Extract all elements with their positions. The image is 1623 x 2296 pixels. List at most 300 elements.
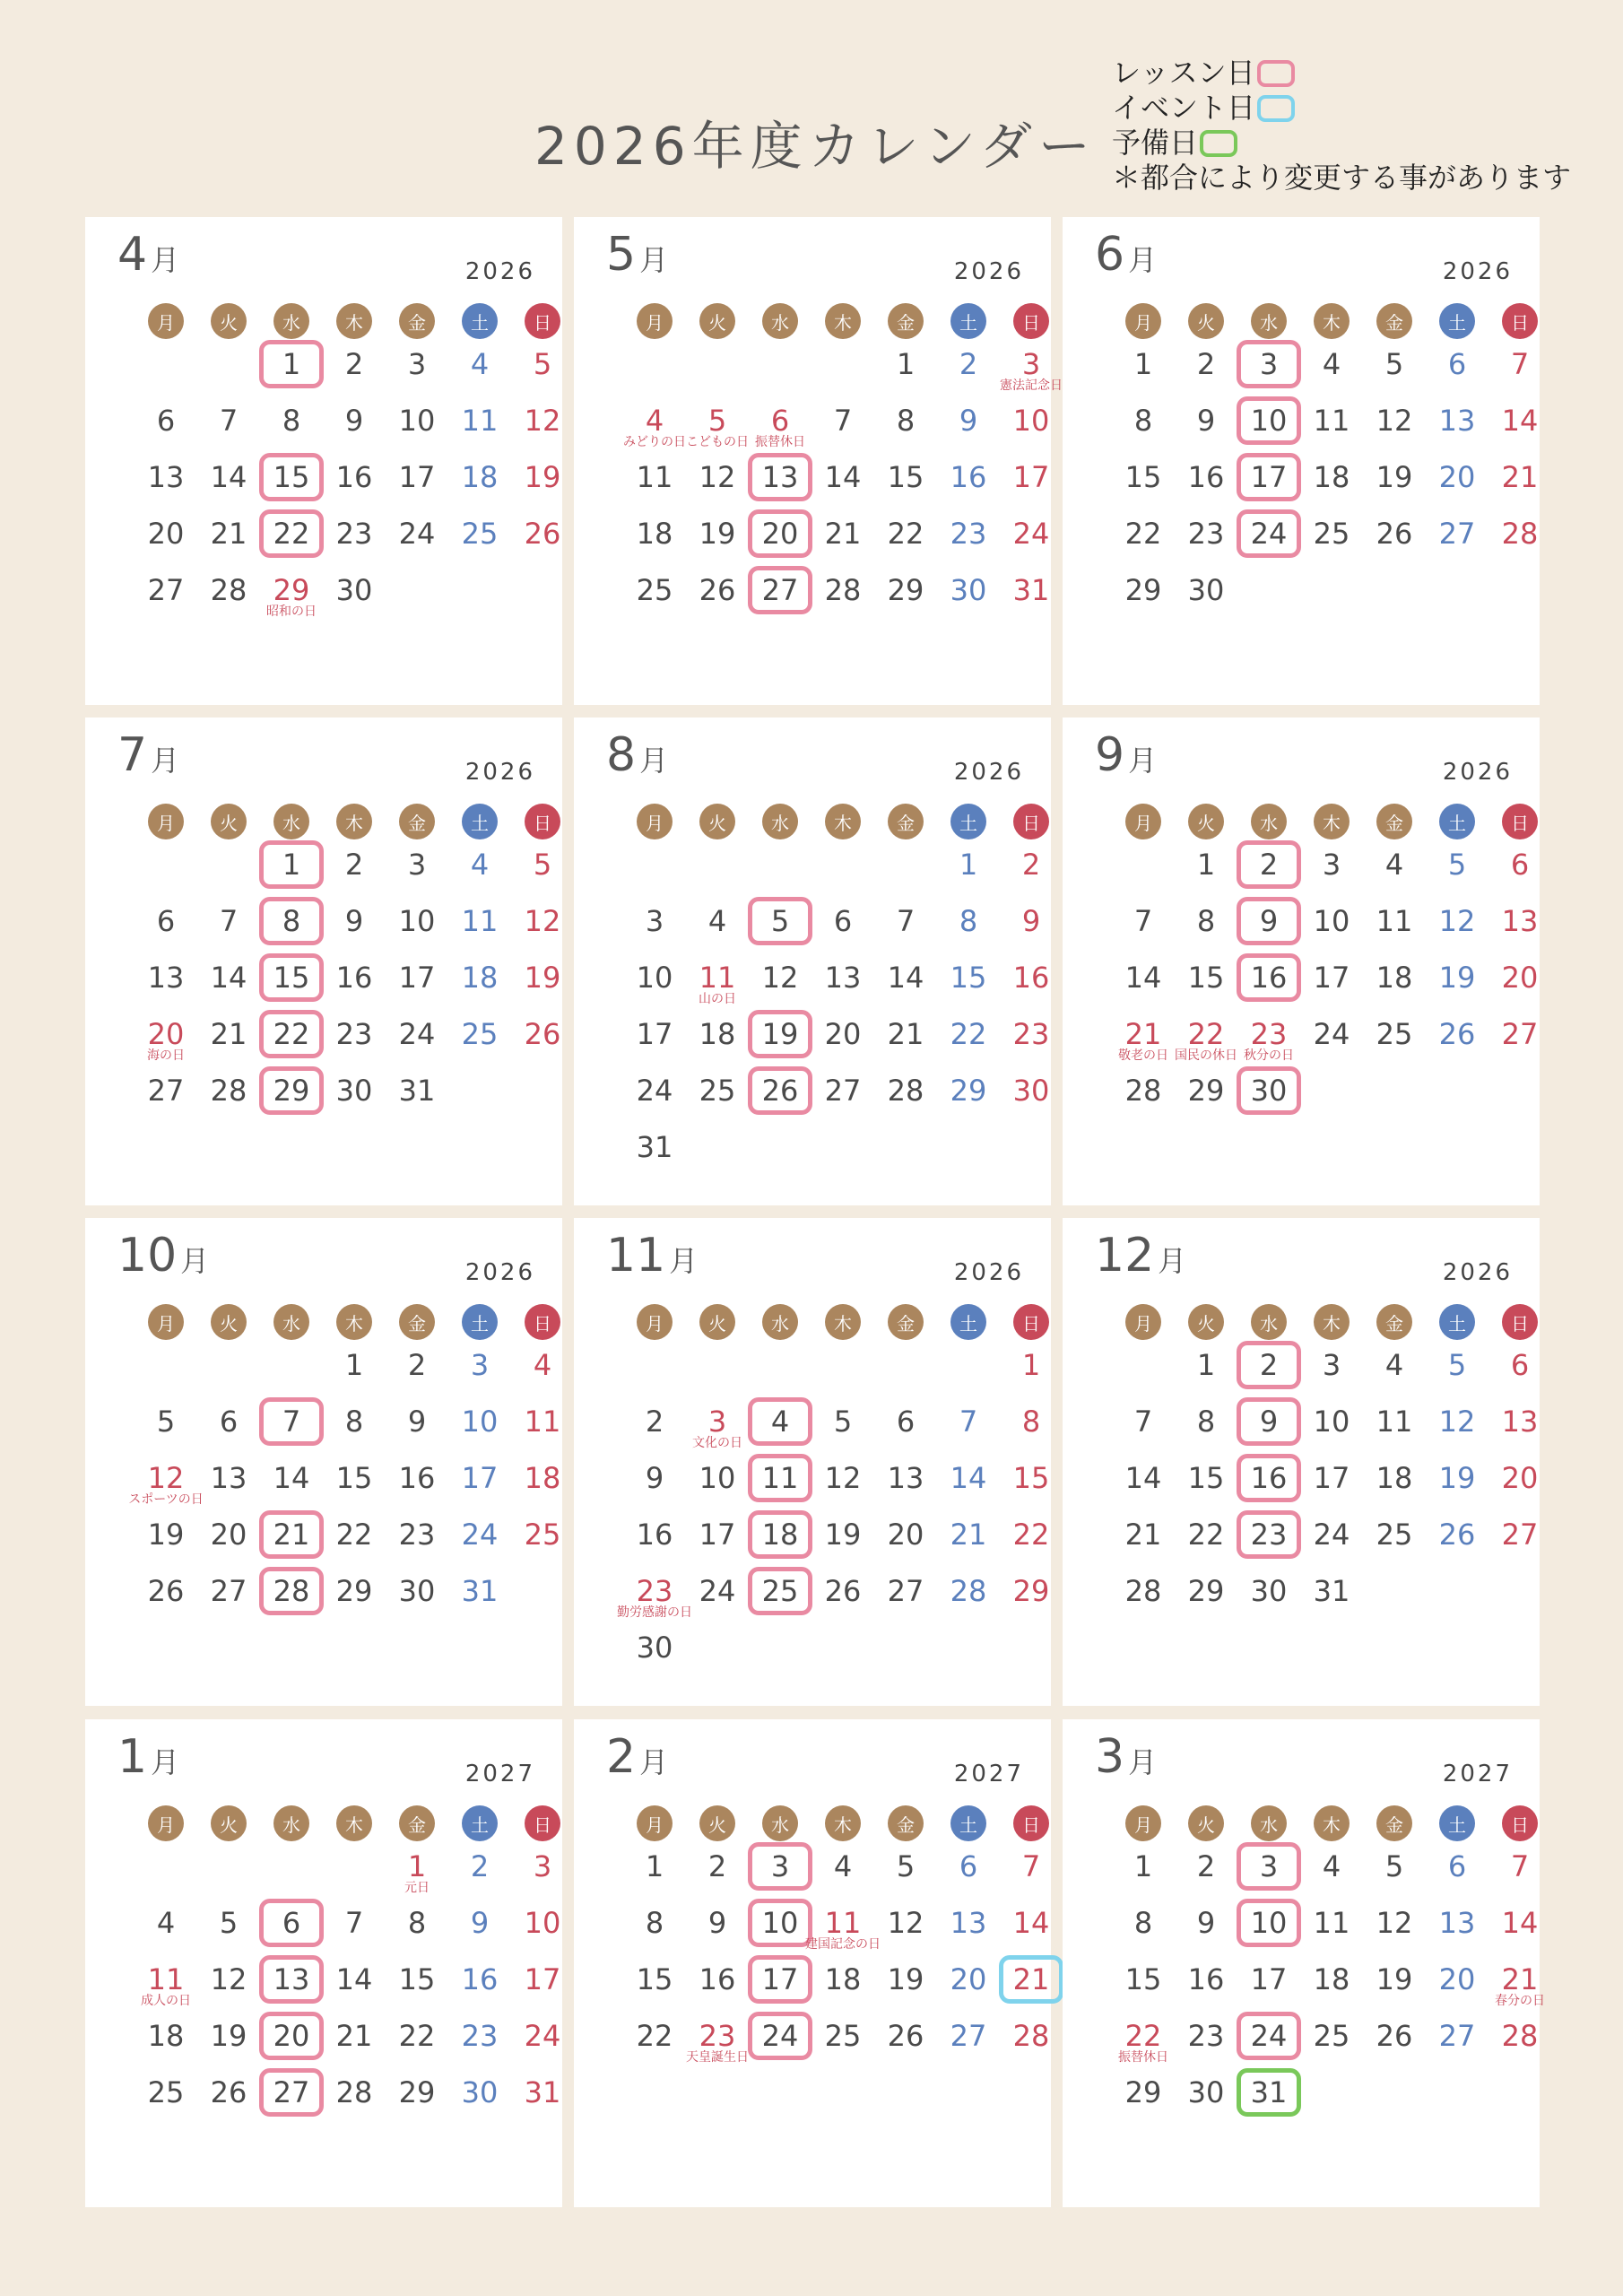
weekday-badge: 金 [399,303,435,339]
day-cell: 13 [147,460,185,494]
month-unit: 月 [1158,1244,1187,1278]
day-cell: 3 [470,1348,490,1382]
holiday-label: 元日 [404,1881,430,1895]
day-cell: 4 [770,1405,790,1439]
month-unit: 月 [639,1745,669,1779]
lesson-marker [259,1010,324,1058]
day-cell: 1 [1196,1348,1216,1382]
weekday-badge: 日 [1013,1304,1049,1340]
weekday-badge: 火 [211,1805,247,1841]
day-cell: 2 [1259,848,1279,882]
day-cell: 14 [950,1461,987,1495]
day-cell: 29 [1124,573,1162,607]
day-cell: 25 [1313,517,1350,551]
day-cell: 19 [210,2019,247,2053]
holiday-label: スポーツの日 [128,1492,204,1507]
month-card-3 [1063,1719,1545,2207]
day-cell: 16 [1187,1962,1225,1996]
day-cell: 23 [335,1017,373,1051]
day-cell: 23 [1250,1017,1288,1051]
day-cell: 24 [1250,517,1288,551]
lesson-marker [259,1955,324,2004]
legend-reserve-label: 予備日 [1112,126,1199,160]
day-cell: 8 [645,1906,664,1940]
day-cell: 25 [636,573,673,607]
day-cell: 2 [959,347,978,381]
month-unit: 月 [151,243,180,277]
day-cell: 8 [282,904,301,938]
day-cell: 2 [707,1849,727,1883]
day-cell: 1 [645,1849,664,1883]
month-unit: 月 [151,744,180,778]
day-cell: 11 [147,1962,185,1996]
lesson-marker [259,953,324,1002]
day-cell: 31 [524,2075,561,2109]
day-cell: 4 [1384,1348,1404,1382]
day-cell: 10 [1313,1405,1350,1439]
day-cell: 6 [1447,347,1467,381]
day-cell: 14 [335,1962,373,1996]
weekday-badge: 金 [1376,303,1412,339]
day-cell: 1 [282,848,301,882]
month-number: 2 [606,1730,637,1784]
day-cell: 15 [1012,1461,1050,1495]
lesson-marker [1237,1510,1301,1559]
day-cell: 26 [147,1574,185,1608]
weekday-badge: 火 [1188,1805,1224,1841]
legend-lesson [1112,56,1571,91]
day-cell: 25 [1313,2019,1350,2053]
day-cell: 17 [761,1962,799,1996]
day-cell: 15 [1187,961,1225,995]
day-cell: 28 [1012,2019,1050,2053]
day-cell: 16 [398,1461,436,1495]
lesson-marker [748,509,812,558]
legend [1112,56,1571,196]
legend-event [1112,91,1571,126]
day-cell: 29 [1124,2075,1162,2109]
day-cell: 13 [147,961,185,995]
weekday-badge: 水 [762,1304,798,1340]
day-cell: 11 [461,904,499,938]
day-cell: 7 [219,904,239,938]
day-cell: 27 [1501,1017,1539,1051]
legend-event-swatch [1257,95,1295,122]
month-unit: 月 [180,1244,210,1278]
month-card-7 [85,718,562,1205]
weekday-badge: 日 [525,303,560,339]
day-cell: 13 [1501,1405,1539,1439]
lesson-marker [1237,1397,1301,1446]
month-heading [606,1730,668,1784]
weekday-badge: 火 [1188,303,1224,339]
day-cell: 5 [533,347,552,381]
day-cell: 28 [1124,1574,1162,1608]
day-cell: 29 [950,1074,987,1108]
day-cell: 17 [398,460,436,494]
day-cell: 22 [1124,2019,1162,2053]
day-cell: 22 [950,1017,987,1051]
day-cell: 13 [1438,404,1476,438]
day-cell: 9 [1259,904,1279,938]
weekday-badge: 土 [950,303,986,339]
month-year: 2026 [953,258,1024,285]
month-heading [1095,1229,1186,1283]
day-cell: 28 [1501,2019,1539,2053]
day-cell: 25 [761,1574,799,1608]
weekday-badge: 土 [462,1805,498,1841]
day-cell: 22 [335,1518,373,1552]
weekday-badge: 月 [1125,1805,1161,1841]
lesson-marker [748,1010,812,1058]
day-cell: 20 [1438,1962,1476,1996]
month-unit: 月 [1128,1745,1158,1779]
day-cell: 30 [335,1074,373,1108]
day-cell: 20 [887,1518,924,1552]
month-card-4 [85,217,562,705]
legend-event-label: イベント日 [1112,91,1256,125]
weekday-badge: 月 [637,804,673,839]
month-heading [606,728,668,782]
weekday-badge: 木 [336,804,372,839]
day-cell: 27 [1438,2019,1476,2053]
day-cell: 14 [1012,1906,1050,1940]
page-title: 2026年度カレンダー [534,116,1097,177]
day-cell: 13 [273,1962,310,1996]
month-number: 4 [117,228,148,282]
day-cell: 27 [950,2019,987,2053]
day-cell: 10 [761,1906,799,1940]
day-cell: 23 [1012,1017,1050,1051]
weekday-badge: 土 [950,1805,986,1841]
day-cell: 5 [219,1906,239,1940]
weekday-badge: 土 [462,804,498,839]
month-unit: 月 [639,243,669,277]
weekday-badge: 土 [1439,303,1475,339]
weekday-badge: 火 [1188,1304,1224,1340]
day-cell: 12 [147,1461,185,1495]
day-cell: 31 [1313,1574,1350,1608]
legend-reserve-swatch [1200,130,1237,157]
holiday-label: 海の日 [147,1048,185,1063]
day-cell: 26 [761,1074,799,1108]
day-cell: 8 [896,404,916,438]
day-cell: 26 [824,1574,862,1608]
day-cell: 10 [398,404,436,438]
month-year: 2027 [1442,1761,1513,1787]
day-cell: 1 [1021,1348,1041,1382]
day-cell: 1 [282,347,301,381]
day-cell: 24 [398,1017,436,1051]
day-cell: 19 [1376,1962,1413,1996]
day-cell: 26 [524,517,561,551]
day-cell: 11 [1313,1906,1350,1940]
day-cell: 24 [1313,1017,1350,1051]
holiday-label: 春分の日 [1495,1994,1545,2008]
day-cell: 4 [470,848,490,882]
month-heading [117,728,179,782]
legend-note: ＊都合により変更する事があります [1112,161,1572,195]
lesson-marker [748,2012,812,2060]
day-cell: 8 [1133,1906,1153,1940]
weekday-badge: 水 [1251,1304,1287,1340]
day-cell: 16 [1012,961,1050,995]
day-cell: 4 [1384,848,1404,882]
month-year: 2026 [1442,258,1513,285]
day-cell: 18 [699,1017,736,1051]
lesson-marker [259,2068,324,2117]
day-cell: 29 [335,1574,373,1608]
month-unit: 月 [1128,744,1158,778]
day-cell: 23 [699,2019,736,2053]
legend-lesson-label: レッスン日 [1112,56,1255,90]
lesson-marker [1237,396,1301,445]
lesson-marker [259,1899,324,1947]
day-cell: 20 [273,2019,310,2053]
day-cell: 17 [699,1518,736,1552]
day-cell: 9 [1259,1405,1279,1439]
day-cell: 28 [1501,517,1539,551]
day-cell: 12 [1376,404,1413,438]
weekday-badge: 日 [1502,804,1538,839]
day-cell: 23 [461,2019,499,2053]
day-cell: 9 [470,1906,490,1940]
day-cell: 19 [147,1518,185,1552]
day-cell: 15 [1124,460,1162,494]
day-cell: 9 [1196,404,1216,438]
day-cell: 25 [147,2075,185,2109]
month-heading [606,228,668,282]
lesson-marker [1237,1899,1301,1947]
month-heading [117,1229,209,1283]
day-cell: 12 [887,1906,924,1940]
month-year: 2027 [464,1761,535,1787]
holiday-label: 昭和の日 [266,604,317,619]
day-cell: 16 [1250,1461,1288,1495]
lesson-marker [1237,509,1301,558]
weekday-badge: 水 [762,1805,798,1841]
day-cell: 30 [636,1631,673,1665]
day-cell: 15 [273,460,310,494]
day-cell: 23 [1250,1518,1288,1552]
weekday-badge: 日 [1502,1304,1538,1340]
day-cell: 3 [407,848,427,882]
day-cell: 20 [1501,961,1539,995]
day-cell: 17 [1313,1461,1350,1495]
day-cell: 26 [1438,1017,1476,1051]
weekday-badge: 火 [699,1805,735,1841]
weekday-badge: 月 [1125,1304,1161,1340]
day-cell: 19 [824,1518,862,1552]
weekday-badge: 金 [1376,804,1412,839]
day-cell: 1 [959,848,978,882]
day-cell: 26 [210,2075,247,2109]
day-cell: 23 [950,517,987,551]
month-year: 2026 [1442,1259,1513,1286]
day-cell: 16 [636,1518,673,1552]
day-cell: 10 [1250,1906,1288,1940]
day-cell: 22 [1012,1518,1050,1552]
day-cell: 13 [824,961,862,995]
month-unit: 月 [669,1244,699,1278]
month-card-5 [574,217,1063,705]
lesson-marker [1237,340,1301,388]
day-cell: 17 [636,1017,673,1051]
day-cell: 12 [210,1962,247,1996]
day-cell: 15 [1187,1461,1225,1495]
day-cell: 28 [210,1074,247,1108]
day-cell: 19 [1438,961,1476,995]
day-cell: 30 [950,573,987,607]
weekday-badge: 木 [825,804,861,839]
day-cell: 18 [1376,961,1413,995]
day-cell: 21 [950,1518,987,1552]
day-cell: 6 [282,1906,301,1940]
day-cell: 9 [707,1906,727,1940]
month-unit: 月 [639,744,669,778]
day-cell: 19 [1438,1461,1476,1495]
day-cell: 25 [461,1017,499,1051]
day-cell: 26 [1376,517,1413,551]
day-cell: 19 [524,961,561,995]
day-cell: 17 [524,1962,561,1996]
holiday-label: 振替休日 [1118,2050,1168,2065]
month-year: 2026 [464,1259,535,1286]
day-cell: 16 [950,460,987,494]
day-cell: 11 [636,460,673,494]
day-cell: 4 [1322,1849,1341,1883]
holiday-label: 振替休日 [755,435,805,449]
lesson-marker [748,1510,812,1559]
weekday-badge: 水 [273,303,309,339]
month-number: 11 [606,1229,666,1283]
day-cell: 6 [156,904,176,938]
day-cell: 27 [147,1074,185,1108]
day-cell: 16 [1187,460,1225,494]
weekday-badge: 月 [637,1805,673,1841]
day-cell: 25 [699,1074,736,1108]
day-cell: 6 [156,404,176,438]
day-cell: 17 [1012,460,1050,494]
weekday-badge: 金 [888,1304,924,1340]
weekday-badge: 金 [888,1805,924,1841]
day-cell: 21 [1124,1017,1162,1051]
day-cell: 14 [1501,1906,1539,1940]
month-card-11 [574,1218,1051,1706]
weekday-badge: 木 [1314,1304,1350,1340]
weekday-badge: 火 [211,804,247,839]
day-cell: 7 [1510,1849,1530,1883]
weekday-badge: 日 [525,1304,560,1340]
weekday-badge: 金 [399,1805,435,1841]
day-cell: 26 [887,2019,924,2053]
lesson-marker [1237,1454,1301,1502]
day-cell: 30 [398,1574,436,1608]
day-cell: 1 [1133,347,1153,381]
day-cell: 18 [1376,1461,1413,1495]
day-cell: 18 [1313,1962,1350,1996]
day-cell: 6 [959,1849,978,1883]
day-cell: 21 [1124,1518,1162,1552]
day-cell: 8 [1196,1405,1216,1439]
day-cell: 21 [887,1017,924,1051]
month-card-6 [1063,217,1540,705]
lesson-marker [259,897,324,945]
lesson-marker [259,1066,324,1115]
weekday-badge: 月 [148,303,184,339]
day-cell: 30 [1187,573,1225,607]
day-cell: 14 [1124,961,1162,995]
weekday-badge: 土 [1439,804,1475,839]
day-cell: 31 [398,1074,436,1108]
day-cell: 27 [1438,517,1476,551]
day-cell: 5 [156,1405,176,1439]
day-cell: 28 [1124,1074,1162,1108]
month-year: 2026 [464,258,535,285]
weekday-badge: 土 [1439,1805,1475,1841]
month-heading [1095,1730,1157,1784]
day-cell: 10 [461,1405,499,1439]
day-cell: 12 [761,961,799,995]
day-cell: 19 [699,517,736,551]
day-cell: 11 [461,404,499,438]
day-cell: 18 [1313,460,1350,494]
lesson-marker [748,1066,812,1115]
day-cell: 17 [461,1461,499,1495]
day-cell: 3 [707,1405,727,1439]
lesson-marker [259,1397,324,1446]
day-cell: 29 [1187,1574,1225,1608]
day-cell: 7 [344,1906,364,1940]
day-cell: 22 [398,2019,436,2053]
day-cell: 27 [761,573,799,607]
day-cell: 2 [1259,1348,1279,1382]
day-cell: 3 [533,1849,552,1883]
day-cell: 11 [524,1405,561,1439]
weekday-badge: 日 [525,1805,560,1841]
day-cell: 13 [1501,904,1539,938]
month-number: 1 [117,1730,148,1784]
day-cell: 27 [887,1574,924,1608]
day-cell: 19 [761,1017,799,1051]
day-cell: 11 [1376,1405,1413,1439]
day-cell: 27 [273,2075,310,2109]
day-cell: 31 [1250,2075,1288,2109]
day-cell: 24 [636,1074,673,1108]
day-cell: 17 [1250,1962,1288,1996]
day-cell: 27 [210,1574,247,1608]
month-card-12 [1063,1218,1540,1706]
weekday-badge: 日 [1502,1805,1538,1841]
holiday-label: 天皇誕生日 [686,2050,749,2065]
weekday-badge: 日 [525,804,560,839]
day-cell: 12 [1438,904,1476,938]
day-cell: 28 [824,573,862,607]
month-heading [606,1229,698,1283]
day-cell: 7 [1510,347,1530,381]
month-card-1 [85,1719,562,2207]
event-marker [999,1955,1063,2004]
weekday-badge: 水 [273,1304,309,1340]
day-cell: 21 [1501,1962,1539,1996]
day-cell: 11 [761,1461,799,1495]
day-cell: 1 [1133,1849,1153,1883]
day-cell: 18 [461,961,499,995]
day-cell: 10 [1250,404,1288,438]
day-cell: 22 [1124,517,1162,551]
day-cell: 15 [398,1962,436,1996]
day-cell: 14 [210,961,247,995]
